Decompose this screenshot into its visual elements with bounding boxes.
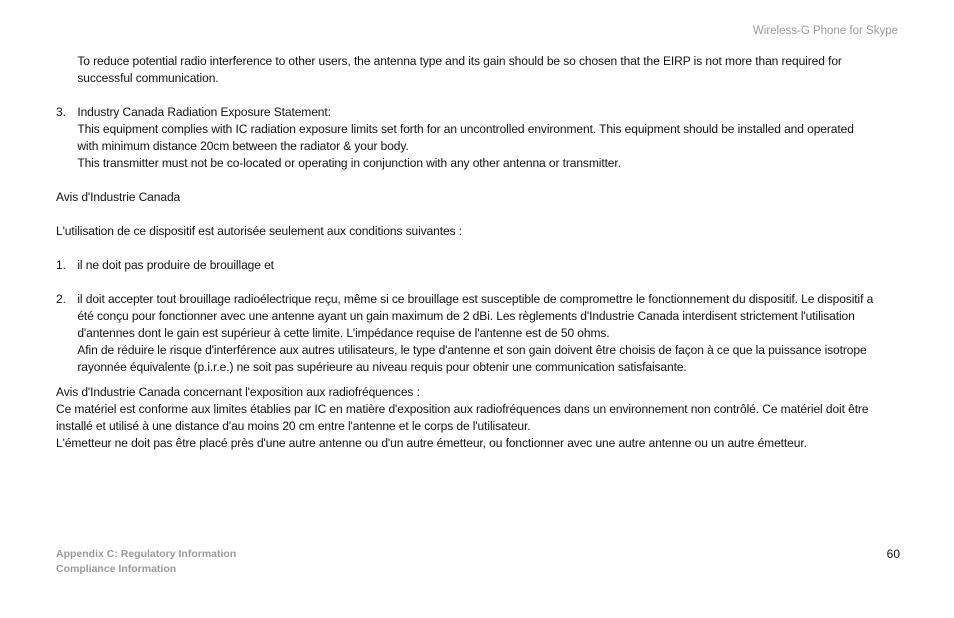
exposure-line2: L'émetteur ne doit pas être placé près d'une autre antenne ou d'un autre émetteur, ou fonctionner avec une autre antenne ou un autre émetteur. [56,436,807,450]
spacer [56,172,874,189]
spacer [56,206,874,223]
list-item-3 [56,104,874,172]
item3-line2: This transmitter must not be co-located or operating in conjunction with any other antenna or transmitter. [77,156,621,170]
fr-item2-text2: Afin de réduire le risque d'interférence aux autres utilisateurs, le type d'antenne et son gain doivent être choisis de façon à ce que la puissance isotrope rayonnée équivalente (p.i.r.e.) ne soit pas supérieure au niveau requis pour obtenir une communication satisfaisante. [77,343,867,374]
footer-section: Appendix C: Regulatory Information [56,548,237,560]
footer-section-info [56,547,236,577]
running-header: Wireless-G Phone for Skype [752,25,898,37]
item3-line1: This equipment complies with IC radiation exposure limits set forth for an uncontrolled environment. This equipment should be installed and operated with minimum distance 20cm between the radiator & your body. [77,122,854,153]
footer-subsection: Compliance Information [56,563,177,575]
exposure-heading: Avis d'Industrie Canada concernant l'exposition aux radiofréquences : [56,385,420,399]
page-number: 60 [886,547,900,561]
list-number: 1. [56,258,66,272]
list-number: 2. [56,292,66,306]
avis-intro: L'utilisation de ce dispositif est autorisée seulement aux conditions suivantes : [56,224,462,238]
list-number: 3. [56,105,66,119]
item3-title: Industry Canada Radiation Exposure Statement: [77,105,331,119]
spacer [56,376,874,384]
exposure-line1: Ce matériel est conforme aux limites établies par IC en matière d'exposition aux radiofréquences dans un environnement non contrôlé. Ce matériel doit être installé et utilisé à une distance d'au moins 20 cm entre l'antenne et le corps de l'utilisateur. [56,402,869,433]
avis-heading: Avis d'Industrie Canada [56,190,181,204]
list-item-fr-1 [56,257,874,274]
eirp-paragraph: To reduce potential radio interference to other users, the antenna type and its gain should be so chosen that the EIRP is not more than required for successful communication. [77,54,842,85]
list-item-fr-2 [56,291,874,376]
spacer [56,87,874,104]
spacer [56,240,874,257]
spacer [56,274,874,291]
fr-item1-text: il ne doit pas produire de brouillage et [77,258,274,272]
page-body [56,53,874,452]
fr-item2-text1: il doit accepter tout brouillage radioélectrique reçu, même si ce brouillage est susceptible de compromettre le fonctionnement du dispositif. Le dispositif a été conçu pour fonctionner avec une antenne ayant un gain maximum de 2 dBi. Les règlements d'Industrie Canada interdisent strictement l'utilisation d'antennes dont le gain est supérieur à cette limite. L'impédance requise de l'antenne est de 50 ohms. [77,292,874,340]
